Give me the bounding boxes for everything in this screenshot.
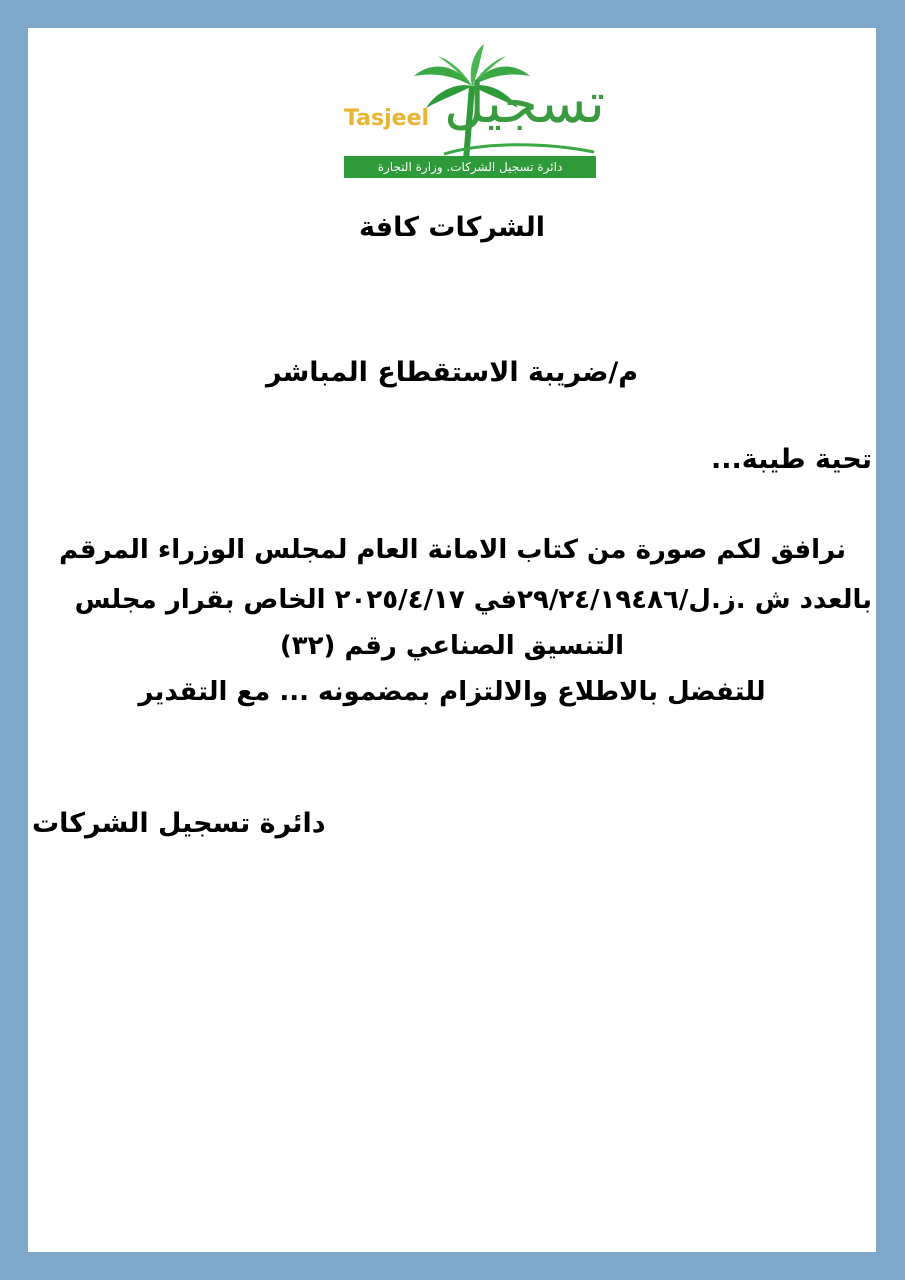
body-line: نرافق لكم صورة من كتاب الامانة العام لمجلس الوزراء المرقم <box>59 535 846 565</box>
body-line: للتفضل بالاطلاع والالتزام بمضمونه ... مع التقدير <box>138 677 766 707</box>
logo-banner: دائرة تسجيل الشركات. وزارة التجارة <box>344 156 596 178</box>
tasjeel-logo <box>344 42 605 184</box>
subject-line: م/ضريبة الاستقطاع المباشر <box>265 357 639 388</box>
logo-english-word: Tasjeel <box>344 106 430 131</box>
letter-page <box>28 28 876 1252</box>
logo-arabic-word: تسجيل <box>444 71 605 136</box>
greeting-line: تحية طيبة... <box>710 444 872 475</box>
body-line: بالعدد ش .ز.ل/٢٩/٢٤/١٩٤٨٦في ٢٠٢٥/٤/١٧ الخاص بقرار مجلس <box>74 585 872 615</box>
body-line: التنسيق الصناعي رقم (٣٢) <box>279 631 625 661</box>
addressee-heading: الشركات كافة <box>359 212 545 243</box>
signature-line: دائرة تسجيل الشركات <box>32 808 326 839</box>
